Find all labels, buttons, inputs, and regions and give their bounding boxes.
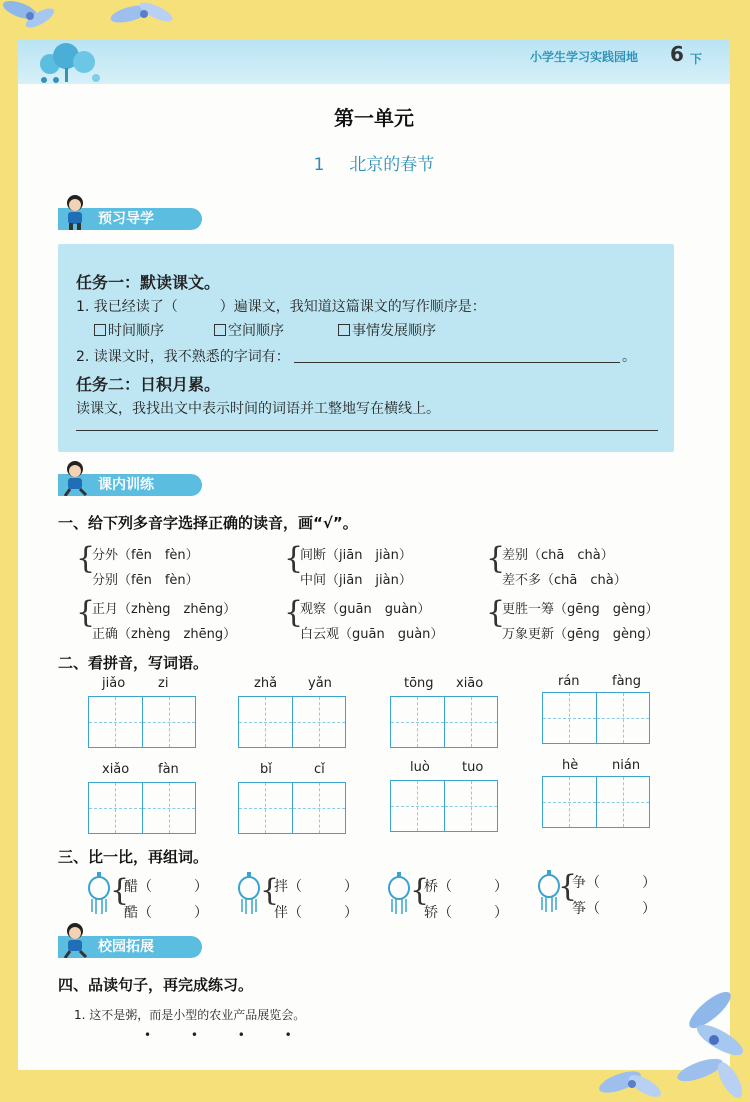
option-time-checkbox[interactable]: [94, 324, 106, 336]
pinyin: nián: [612, 758, 641, 773]
compare-word[interactable]: 拌（ ）: [274, 879, 358, 895]
polyphone-item[interactable]: 中间（jiān jiàn）: [300, 573, 412, 588]
brace: {: [284, 541, 304, 576]
option-space[interactable]: [214, 320, 284, 340]
pinyin: fàn: [158, 762, 179, 777]
brace: {: [284, 595, 304, 630]
lesson-name: 北京的春节: [349, 155, 435, 175]
pinyin: bǐ: [260, 762, 272, 777]
lantern-icon: [238, 872, 260, 918]
option-time[interactable]: [94, 320, 164, 340]
running-student-icon: [60, 922, 90, 958]
emphasis-dots: • • • •: [144, 1028, 310, 1042]
compare-word[interactable]: 酷（ ）: [124, 905, 208, 921]
task2-title: 任务二：日积月累。: [76, 375, 221, 394]
pinyin: jiǎo: [102, 676, 126, 691]
brace: {: [260, 873, 280, 908]
writing-grid[interactable]: [390, 780, 498, 832]
lantern-icon: [88, 872, 110, 918]
polyphone-item[interactable]: 观察（guān guàn）: [300, 602, 431, 617]
lesson-title: [18, 150, 730, 175]
pinyin: yǎn: [308, 676, 332, 691]
classroom-banner-label: 课内训练: [98, 477, 154, 493]
option-event-label: 事情发展顺序: [352, 323, 436, 339]
option-event-checkbox[interactable]: [338, 324, 350, 336]
running-student-icon: [60, 460, 90, 496]
polyphone-item[interactable]: 万象更新（gēng gèng）: [502, 627, 659, 642]
brace: {: [410, 873, 430, 908]
pinyin: xiǎo: [102, 762, 130, 777]
option-time-label: 时间顺序: [108, 323, 164, 339]
campus-banner-label: 校园拓展: [98, 939, 154, 955]
lantern-icon: [388, 872, 410, 918]
pinyin: rán: [558, 674, 580, 689]
item2-answer-line[interactable]: [294, 362, 620, 363]
preview-task-box: [58, 244, 674, 452]
workbook-page: [18, 40, 730, 1070]
pinyin: xiāo: [456, 676, 484, 691]
brace: {: [76, 595, 96, 630]
polyphone-item[interactable]: 正月（zhèng zhēng）: [92, 602, 237, 617]
pinyin: zi: [158, 676, 169, 691]
lantern-icon: [538, 870, 560, 916]
brace: {: [110, 873, 130, 908]
page-number: 6: [670, 42, 684, 66]
preview-banner-label: 预习导学: [98, 211, 154, 227]
compare-word[interactable]: 醋（ ）: [124, 879, 208, 895]
polyphone-item[interactable]: 正确（zhèng zhēng）: [92, 627, 237, 642]
pinyin: tōng: [404, 676, 434, 691]
series-title: 小学生学习实践园地: [530, 50, 639, 64]
classroom-banner: [58, 474, 202, 496]
task1-item2: 2. 读课文时，我不熟悉的字词有：: [76, 349, 290, 365]
grade-label: 下: [690, 52, 703, 66]
item2-end: 。: [622, 349, 636, 365]
pinyin: hè: [562, 758, 579, 773]
option-space-label: 空间顺序: [228, 323, 284, 339]
campus-banner: [58, 936, 202, 958]
compare-word[interactable]: 筝（ ）: [572, 901, 656, 917]
polyphone-item[interactable]: 分别（fēn fèn）: [92, 573, 199, 588]
writing-grid[interactable]: [238, 696, 346, 748]
unit-title: 第一单元: [334, 106, 414, 130]
brace: {: [486, 541, 506, 576]
brace: {: [76, 541, 96, 576]
writing-grid[interactable]: [88, 696, 196, 748]
polyphone-item[interactable]: 差别（chā chà）: [502, 548, 614, 563]
option-event[interactable]: [338, 320, 436, 340]
brace: {: [558, 869, 578, 904]
task2-body: 读课文，我找出文中表示时间的词语并工整地写在横线上。: [76, 401, 440, 417]
pinyin: fàng: [612, 674, 642, 689]
pinyin: zhǎ: [254, 676, 278, 691]
flower-icon: [660, 980, 750, 1102]
q4-sentence: 1. 这不是粥，而是小型的农业产品展览会。: [74, 1008, 306, 1022]
q4-title: 四、品读句子，再完成练习。: [58, 976, 254, 994]
writing-grid[interactable]: [238, 782, 346, 834]
flower-icon: [100, 0, 190, 40]
compare-word[interactable]: 争（ ）: [572, 875, 656, 891]
lesson-number: 1: [313, 155, 325, 175]
flower-icon: [590, 1060, 670, 1102]
pinyin: cǐ: [314, 762, 325, 777]
polyphone-item[interactable]: 白云观（guān guàn）: [300, 627, 444, 642]
q3-title: 三、比一比，再组词。: [58, 848, 209, 866]
task1-title: 任务一：默读课文。: [76, 273, 221, 292]
option-space-checkbox[interactable]: [214, 324, 226, 336]
compare-word[interactable]: 桥（ ）: [424, 879, 508, 895]
writing-grid[interactable]: [88, 782, 196, 834]
q1-title: 一、给下列多音字选择正确的读音，画“√”。: [58, 514, 358, 532]
student-icon: [60, 194, 90, 230]
polyphone-item[interactable]: 间断（jiān jiàn）: [300, 548, 412, 563]
polyphone-item[interactable]: 更胜一筹（gēng gèng）: [502, 602, 659, 617]
compare-word[interactable]: 伴（ ）: [274, 905, 358, 921]
page-header: [18, 40, 730, 84]
task1-item1: 1. 我已经读了（ ）遍课文，我知道这篇课文的写作顺序是：: [76, 299, 486, 315]
writing-grid[interactable]: [390, 696, 498, 748]
pinyin: tuo: [462, 760, 484, 775]
brace: {: [486, 595, 506, 630]
flower-icon: [0, 0, 90, 50]
writing-grid[interactable]: [542, 692, 650, 744]
polyphone-item[interactable]: 差不多（chā chà）: [502, 573, 627, 588]
task2-answer-line[interactable]: [76, 430, 658, 431]
q2-title: 二、看拼音，写词语。: [58, 654, 209, 672]
compare-word[interactable]: 轿（ ）: [424, 905, 508, 921]
pinyin: luò: [410, 760, 430, 775]
preview-banner: [58, 208, 202, 230]
polyphone-item[interactable]: 分外（fēn fèn）: [92, 548, 199, 563]
writing-grid[interactable]: [542, 776, 650, 828]
